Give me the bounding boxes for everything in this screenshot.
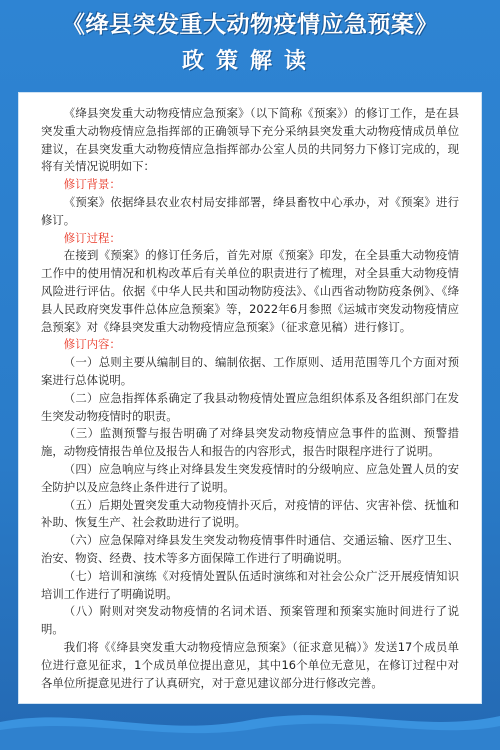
content-heading: 修订内容： — [63, 337, 121, 352]
bottom-wave-decoration — [0, 700, 500, 750]
content-item-7: （七）培训和演练《对疫情处置队伍适时演练和对社会公众广泛开展疫情知识培训工作进行了明确说明。 — [41, 568, 459, 601]
poster-title: 《绛县突发重大动物疫情应急预案》 — [62, 12, 438, 38]
background-paragraph: 《预案》依据绛县农业农村局安排部署，绛县畜牧中心承办，对《预案》进行修订。 — [41, 194, 459, 227]
content-item-1: （一）总则主要从编制目的、编制依据、工作原则、适用范围等几个方面对预案进行总体说明。 — [41, 355, 459, 387]
closing-paragraph: 我们将《《绛县突发重大动物疫情应急预案》（征求意见稿）》发送17个成员单位进行意见征求，1个成员单位提出意见，其中16个单位无意见，在修订过程中对各单位所提意见进行了认真研究，对于意见建议部分进行修改完善。 — [41, 639, 459, 690]
process-paragraph: 在接到《预案》的修订任务后，首先对原《预案》印发，在全县重大动物疫情工作中的使用情况和机构改革后有关单位的职责进行了梳理，对全县重大动物疫情风险进行评估。依据《中华人民共和国动物防疫法》、《山西省动物防疫条例》、《绛县人民政府突发事件总体应急预案》等，2022年6月参照《运城市突发动物疫情应急预案》对《绛县突发重大动物疫情应急预案》（征求意见稿）进行修订。 — [41, 248, 459, 334]
content-item-2: （二）应急指挥体系确定了我县动物疫情处置应急组织体系及各组织部门在发生突发动物疫情时的职责。 — [41, 390, 459, 423]
process-heading: 修订过程： — [63, 230, 121, 245]
content-item-5: （五）后期处置突发重大动物疫情扑灭后，对疫情的评估、灾害补偿、抚恤和补助、恢复生产、社会救助进行了说明。 — [41, 497, 459, 530]
content-item-6: （六）应急保障对绛县发生突发动物疫情事件时通信、交通运输、医疗卫生、治安、物资、经费、技术等多方面保障工作进行了明确说明。 — [41, 533, 459, 565]
content-panel — [18, 92, 482, 704]
intro-paragraph: 《绛县突发重大动物疫情应急预案》（以下简称《预案》）的修订工作，是在县突发重大动物疫情应急指挥部的正确领导下充分采纳县突发重大动物疫情成员单位建议，在县突发重大动物疫情应急指挥部办公室人员的共同努力下修订完成的，现将有关情况说明如下： — [41, 106, 459, 174]
content-item-3: （三）监测预警与报告明确了对绛县突发动物疫情应急事件的监测、预警措施，动物疫情报告单位及报告人和报告的内容形式，报告时限程序进行了说明。 — [41, 426, 459, 459]
content-item-8: （八）附则对突发动物疫情的名词术语、预案管理和预案实施时间进行了说明。 — [41, 604, 459, 637]
content-item-4: （四）应急响应与终止对绛县发生突发疫情时的分级响应、应急处置人员的安全防护以及应急终止条件进行了说明。 — [41, 461, 459, 494]
poster-subtitle: 政策解读 — [181, 49, 318, 74]
background-heading: 修订背景： — [63, 177, 121, 192]
